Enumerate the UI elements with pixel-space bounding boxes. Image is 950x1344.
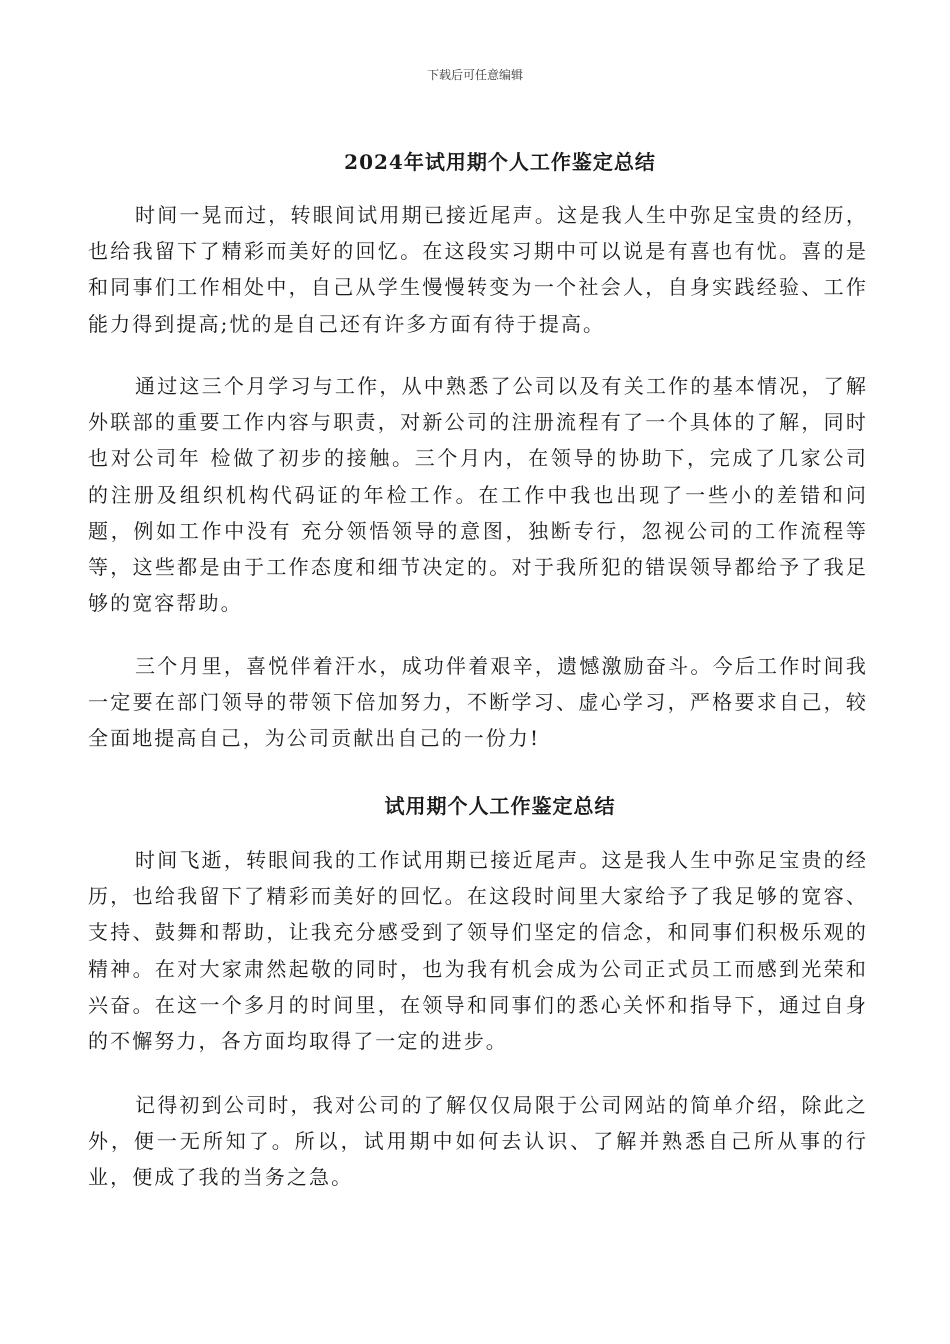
section2-paragraph-1: 时间飞逝，转眼间我的工作试用期已接近尾声。这是我人生中弥足宝贵的经历，也给我留下了精彩而美好的回忆。在这段时间里大家给予了我足够的宽容、支持、鼓舞和帮助，让我充分感受到了领导们坚定的信念，和同事们积极乐观的精神。在对大家肃然起敬的同时，也为我有机会成为公司正式员工而感到光荣和兴奋。在这一个多月的时间里，在领导和同事们的悉心关怀和指导下，通过自身的不懈努力，各方面均取得了一定的进步。: [88, 848, 868, 1054]
section2-paragraph-2: 记得初到公司时，我对公司的了解仅仅局限于公司网站的简单介绍，除此之外，便一无所知了。所以，试用期中如何去认识、了解并熟悉自己所从事的行业，便成了我的当务之急。: [88, 1093, 868, 1190]
section2-title: 试用期个人工作鉴定总结: [384, 794, 616, 818]
section1-paragraph-1: 时间一晃而过，转眼间试用期已接近尾声。这是我人生中弥足宝贵的经历，也给我留下了精彩而美好的回忆。在这段实习期中可以说是有喜也有忧。喜的是和同事们工作相处中，自己从学生慢慢转变为一个社会人，自身实践经验、工作能力得到提高;忧的是自己还有许多方面有待于提高。: [88, 203, 868, 336]
header-note: 下载后可任意编辑: [426, 68, 523, 82]
section1-paragraph-3: 三个月里，喜悦伴着汗水，成功伴着艰辛，遗憾激励奋斗。今后工作时间我一定要在部门领导的带领下倍加努力，不断学习、虚心学习，严格要求自己，较全面地提高自己，为公司贡献出自己的一份力!: [88, 654, 868, 751]
section1-title: 2024年试用期个人工作鉴定总结: [344, 150, 656, 174]
section1-paragraph-2: 通过这三个月学习与工作，从中熟悉了公司以及有关工作的基本情况，了解外联部的重要工作内容与职责，对新公司的注册流程有了一个具体的了解，同时也对公司年 检做了初步的接触。三个月内，在领导的协助下，完成了几家公司的注册及组织机构代码证的年检工作。在工作中我也出现了一些小的差错和问题，例如工作中没有 充分领悟领导的意图，独断专行，忽视公司的工作流程等等，这些都是由于工作态度和细节决定的。对于我所犯的错误领导都给予了我足够的宽容帮助。: [88, 374, 868, 616]
